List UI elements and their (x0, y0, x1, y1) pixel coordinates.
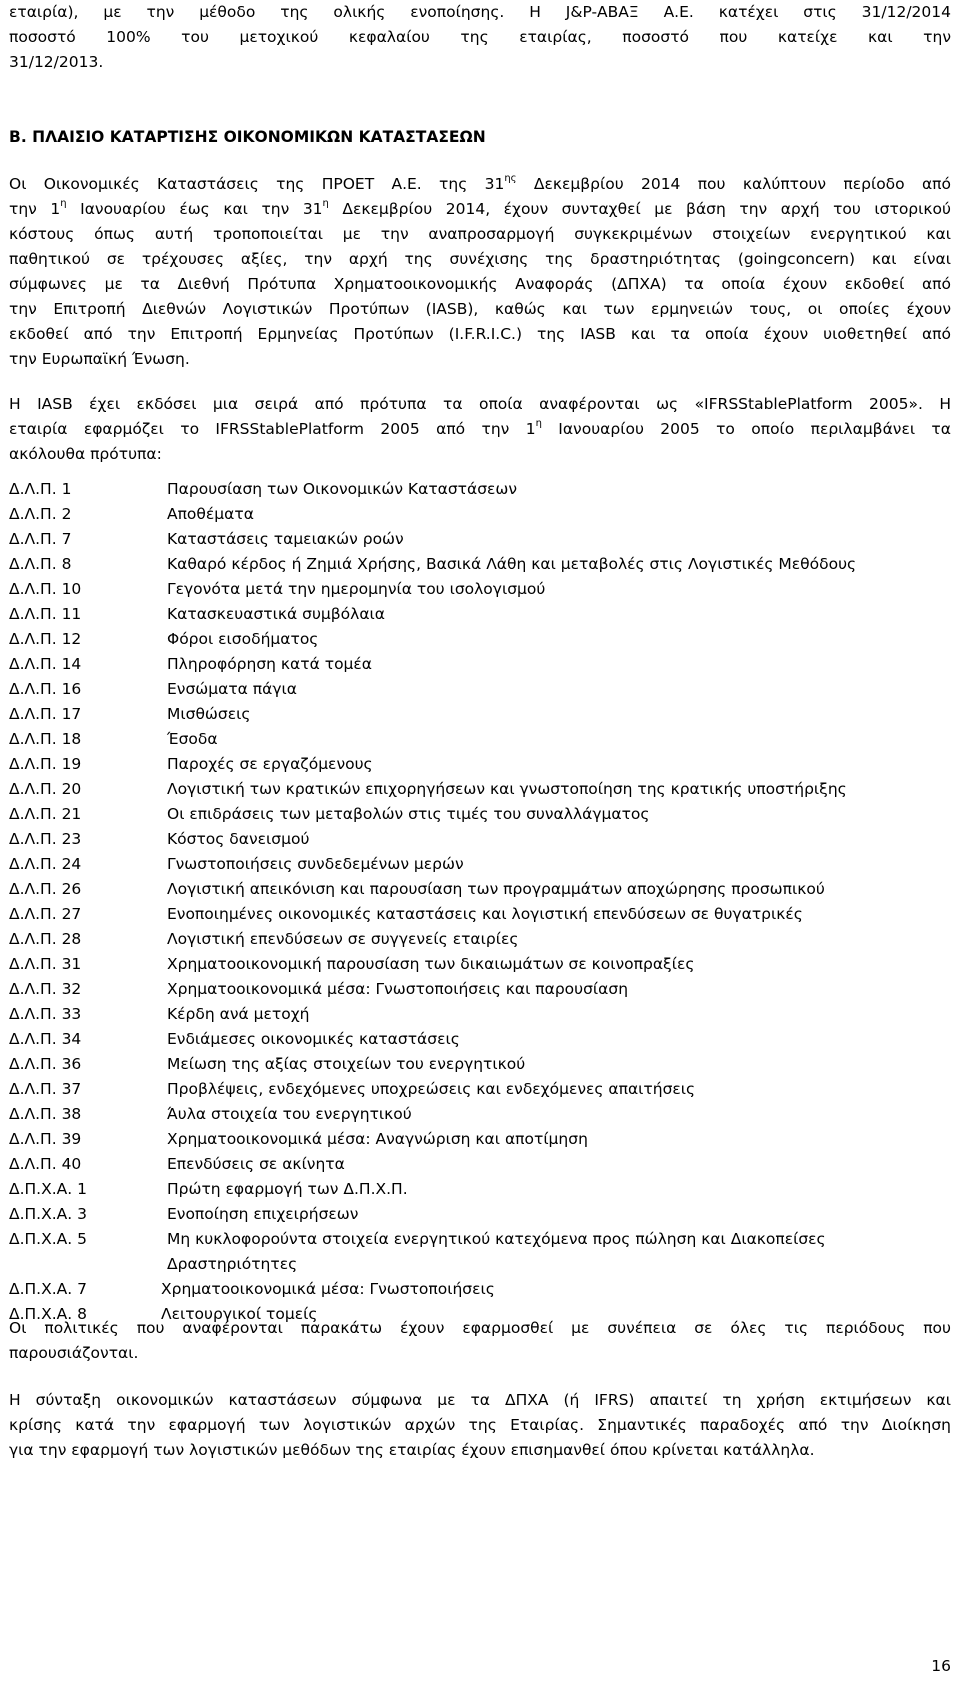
standard-row (9, 952, 951, 977)
standard-code: Δ.Λ.Π. 8 (9, 555, 72, 573)
estimates-paragraph (9, 1388, 951, 1463)
standard-title: Μισθώσεις (167, 705, 251, 723)
standard-title: Λογιστική απεικόνιση και παρουσίαση των προγραμμάτων αποχώρησης προσωπικού (167, 880, 825, 898)
text-run: Οι Οικονομικές Καταστάσεις της ΠΡΟΕΤ Α.Ε. της 31 (9, 175, 505, 193)
standard-row (9, 702, 951, 727)
text-run: την 1 (9, 200, 61, 218)
standard-row (9, 1052, 951, 1077)
standard-code: Δ.Λ.Π. 17 (9, 705, 82, 723)
standard-row (9, 877, 951, 902)
standard-row (9, 802, 951, 827)
standard-title: Χρηματοοικονομικά μέσα: Αναγνώριση και αποτίμηση (167, 1130, 588, 1148)
standard-title: Μη κυκλοφορούντα στοιχεία ενεργητικού κατεχόμενα προς πώληση και Διακοπείσες Δραστηριότητες (167, 1230, 826, 1273)
standard-code: Δ.Λ.Π. 40 (9, 1155, 82, 1173)
standard-title: Παρουσίαση των Οικονομικών Καταστάσεων (167, 480, 518, 498)
standard-title: Έσοδα (167, 730, 218, 748)
ifrs-platform-paragraph (9, 392, 951, 467)
text-run: Ιανουαρίου έως και την 31 (66, 200, 323, 218)
paragraph-line: σύμφωνες με τα Διεθνή Πρότυπα Χρηματοοικονομικής Αναφοράς (ΔΠΧΑ) τα οποία έχουν εκδοθεί από (9, 275, 951, 293)
standard-code: Δ.Λ.Π. 23 (9, 830, 82, 848)
standard-code: Δ.Π.Χ.Α. 3 (9, 1205, 87, 1223)
standard-code: Δ.Λ.Π. 37 (9, 1080, 82, 1098)
standard-row (9, 1177, 951, 1202)
paragraph-line (9, 197, 951, 222)
standard-title: Ενδιάμεσες οικονομικές καταστάσεις (167, 1030, 460, 1048)
standard-title: Γνωστοποιήσεις συνδεδεμένων μερών (167, 855, 464, 873)
paragraph-line: κόστους όπως αυτή τροποποιείται με την αναπροσαρμογή συγκεκριμένων στοιχείων ενεργητικού και (9, 225, 951, 243)
standard-row (9, 677, 951, 702)
standard-row (9, 727, 951, 752)
paragraph-line: παρουσιάζονται. (9, 1344, 139, 1362)
paragraph-line: Οι πολιτικές που αναφέρονται παρακάτω έχουν εφαρμοσθεί με συνέπεια σε όλες τις περιόδους που (9, 1319, 951, 1337)
standard-code: Δ.Π.Χ.Α. 1 (9, 1180, 87, 1198)
paragraph-line: κρίσης κατά την εφαρμογή των λογιστικών αρχών της Εταιρίας. Σημαντικές παραδοχές από την Διοίκηση (9, 1416, 951, 1434)
paragraph-line: Η σύνταξη οικονομικών καταστάσεων σύμφωνα με τα ΔΠΧΑ (ή IFRS) απαιτεί τη χρήση εκτιμήσεων και (9, 1391, 951, 1409)
text-run: Ιανουαρίου 2005 το οποίο περιλαμβάνει τα (541, 420, 951, 438)
standard-title: Αποθέματα (167, 505, 254, 523)
framework-paragraph (9, 172, 951, 372)
standard-row (9, 1027, 951, 1052)
standard-code: Δ.Λ.Π. 2 (9, 505, 72, 523)
standard-row (9, 527, 951, 552)
standard-code: Δ.Λ.Π. 28 (9, 930, 82, 948)
standard-code: Δ.Π.Χ.Α. 5 (9, 1230, 87, 1248)
paragraph-line: την Επιτροπή Διεθνών Λογιστικών Προτύπων (IASB), καθώς και των ερμηνειών τους, οι οποίες έχουν (9, 300, 951, 318)
standard-code: Δ.Λ.Π. 14 (9, 655, 82, 673)
standard-title: Γεγονότα μετά την ημερομηνία του ισολογισμού (167, 580, 546, 598)
standard-code: Δ.Λ.Π. 31 (9, 955, 82, 973)
standard-row (9, 577, 951, 602)
standard-title: Παροχές σε εργαζόμενους (167, 755, 373, 773)
text-run: Δεκεμβρίου 2014 που καλύπτουν περίοδο από (516, 175, 951, 193)
standard-row (9, 1127, 951, 1152)
intro-paragraph (9, 0, 951, 75)
standard-title: Ενοποιημένες οικονομικές καταστάσεις και λογιστική επενδύσεων σε θυγατρικές (167, 905, 803, 923)
standard-row (9, 752, 951, 777)
standard-title: Πληροφόρηση κατά τομέα (167, 655, 373, 673)
standard-title: Ενσώματα πάγια (167, 680, 297, 698)
text-run: εταιρία εφαρμόζει το IFRSStablePlatform 2005 από την 1 (9, 420, 536, 438)
standard-code: Δ.Λ.Π. 21 (9, 805, 82, 823)
standard-code: Δ.Λ.Π. 20 (9, 780, 82, 798)
standard-title: Λογιστική επενδύσεων σε συγγενείς εταιρίες (167, 930, 519, 948)
standard-title: Φόροι εισοδήματος (167, 630, 319, 648)
standard-code: Δ.Π.Χ.Α. 7 (9, 1280, 87, 1298)
standard-code: Δ.Λ.Π. 39 (9, 1130, 82, 1148)
standard-title: Πρώτη εφαρμογή των Δ.Π.Χ.Π. (167, 1180, 408, 1198)
standard-row (9, 827, 951, 852)
standard-title: Κέρδη ανά μετοχή (167, 1005, 310, 1023)
standard-title: Προβλέψεις, ενδεχόμενες υποχρεώσεις και ενδεχόμενες απαιτήσεις (167, 1080, 696, 1098)
standard-code: Δ.Λ.Π. 10 (9, 580, 82, 598)
standard-code: Δ.Λ.Π. 33 (9, 1005, 82, 1023)
standard-row (9, 1277, 951, 1302)
section-heading: Β. ΠΛΑΙΣΙΟ ΚΑΤΑΡΤΙΣΗΣ ΟΙΚΟΝΟΜΙΚΩΝ ΚΑΤΑΣΤΑΣΕΩΝ (9, 128, 486, 146)
standard-title: Λειτουργικοί τομείς (161, 1305, 318, 1323)
standard-row (9, 552, 951, 577)
standard-row (9, 602, 951, 627)
paragraph-line: για την εφαρμογή των λογιστικών μεθόδων της εταιρίας έχουν επισημανθεί όπου κρίνεται κατάλληλα. (9, 1441, 815, 1459)
standard-code: Δ.Λ.Π. 27 (9, 905, 82, 923)
standard-title: Καταστάσεις ταμειακών ροών (167, 530, 404, 548)
standard-code: Δ.Λ.Π. 36 (9, 1055, 82, 1073)
policies-paragraph (9, 1316, 951, 1366)
standard-row (9, 902, 951, 927)
intro-line: ποσοστό 100% του μετοχικού κεφαλαίου της εταιρίας, ποσοστό που κατείχε και την (9, 28, 951, 46)
standard-row (9, 652, 951, 677)
standard-code: Δ.Λ.Π. 34 (9, 1030, 82, 1048)
standard-row (9, 852, 951, 877)
standard-title: Χρηματοοικονομικά μέσα: Γνωστοποιήσεις (161, 1280, 495, 1298)
standard-code: Δ.Λ.Π. 19 (9, 755, 82, 773)
standard-title: Ενοποίηση επιχειρήσεων (167, 1205, 359, 1223)
standard-row (9, 977, 951, 1002)
standard-row (9, 477, 951, 502)
paragraph-line: Η IASB έχει εκδόσει μια σειρά από πρότυπα τα οποία αναφέρονται ως «IFRSStablePlatform 2005». Η (9, 395, 951, 413)
standard-row (9, 627, 951, 652)
standard-code: Δ.Λ.Π. 24 (9, 855, 82, 873)
standard-title: Χρηματοοικονομική παρουσίαση των δικαιωμάτων σε κοινοπραξίες (167, 955, 695, 973)
standard-title: Επενδύσεις σε ακίνητα (167, 1155, 345, 1173)
standard-code: Δ.Λ.Π. 26 (9, 880, 82, 898)
standard-code: Δ.Λ.Π. 16 (9, 680, 82, 698)
standard-code: Δ.Λ.Π. 18 (9, 730, 82, 748)
standard-code: Δ.Π.Χ.Α. 8 (9, 1305, 87, 1323)
standard-row (9, 1227, 951, 1277)
standard-title: Κόστος δανεισμού (167, 830, 310, 848)
standard-code: Δ.Λ.Π. 38 (9, 1105, 82, 1123)
standard-title: Χρηματοοικονομικά μέσα: Γνωστοποιήσεις και παρουσίαση (167, 980, 629, 998)
standard-row (9, 1152, 951, 1177)
superscript: η (322, 197, 329, 209)
intro-line: εταιρία), με την μέθοδο της ολικής ενοποίησης. Η J&P-ΑΒΑΞ Α.Ε. κατέχει στις 31/12/2014 (9, 3, 951, 21)
paragraph-line: ακόλουθα πρότυπα: (9, 445, 162, 463)
standard-code: Δ.Λ.Π. 11 (9, 605, 82, 623)
standard-code: Δ.Λ.Π. 1 (9, 480, 72, 498)
paragraph-line (9, 172, 951, 197)
standard-code: Δ.Λ.Π. 12 (9, 630, 82, 648)
standard-title: Άυλα στοιχεία του ενεργητικού (167, 1105, 412, 1123)
paragraph-line (9, 417, 951, 442)
standard-row (9, 1102, 951, 1127)
standard-row (9, 1077, 951, 1102)
standard-title: Καθαρό κέρδος ή Ζημιά Χρήσης, Βασικά Λάθη και μεταβολές στις Λογιστικές Μεθόδους (167, 555, 857, 573)
standard-row (9, 1202, 951, 1227)
intro-line: 31/12/2013. (9, 53, 104, 71)
standard-title: Οι επιδράσεις των μεταβολών στις τιμές του συναλλάγματος (167, 805, 650, 823)
text-run: Δεκεμβρίου 2014, έχουν συνταχθεί με βάση την αρχή του ιστορικού (328, 200, 951, 218)
paragraph-line: παθητικού σε τρέχουσες αξίες, την αρχή της συνέχισης της δραστηριότητας (goingconcern) και είναι (9, 250, 951, 268)
standard-row (9, 777, 951, 802)
standard-row (9, 502, 951, 527)
paragraph-line: την Ευρωπαϊκή Ένωση. (9, 350, 190, 368)
standards-list (9, 477, 951, 1327)
paragraph-line: εκδοθεί από την Επιτροπή Ερμηνείας Προτύπων (I.F.R.I.C.) της IASB και τα οποία έχουν υιοθετηθεί από (9, 325, 951, 343)
standard-title: Κατασκευαστικά συμβόλαια (167, 605, 386, 623)
page-number: 16 (931, 1657, 951, 1675)
superscript: ης (504, 172, 517, 184)
standard-row (9, 927, 951, 952)
standard-title: Λογιστική των κρατικών επιχορηγήσεων και γνωστοποίηση της κρατικής υποστήριξης (167, 780, 847, 798)
superscript: η (535, 417, 542, 429)
superscript: η (60, 197, 67, 209)
standard-code: Δ.Λ.Π. 7 (9, 530, 72, 548)
standard-code: Δ.Λ.Π. 32 (9, 980, 82, 998)
standard-title: Μείωση της αξίας στοιχείων του ενεργητικού (167, 1055, 526, 1073)
standard-row (9, 1002, 951, 1027)
